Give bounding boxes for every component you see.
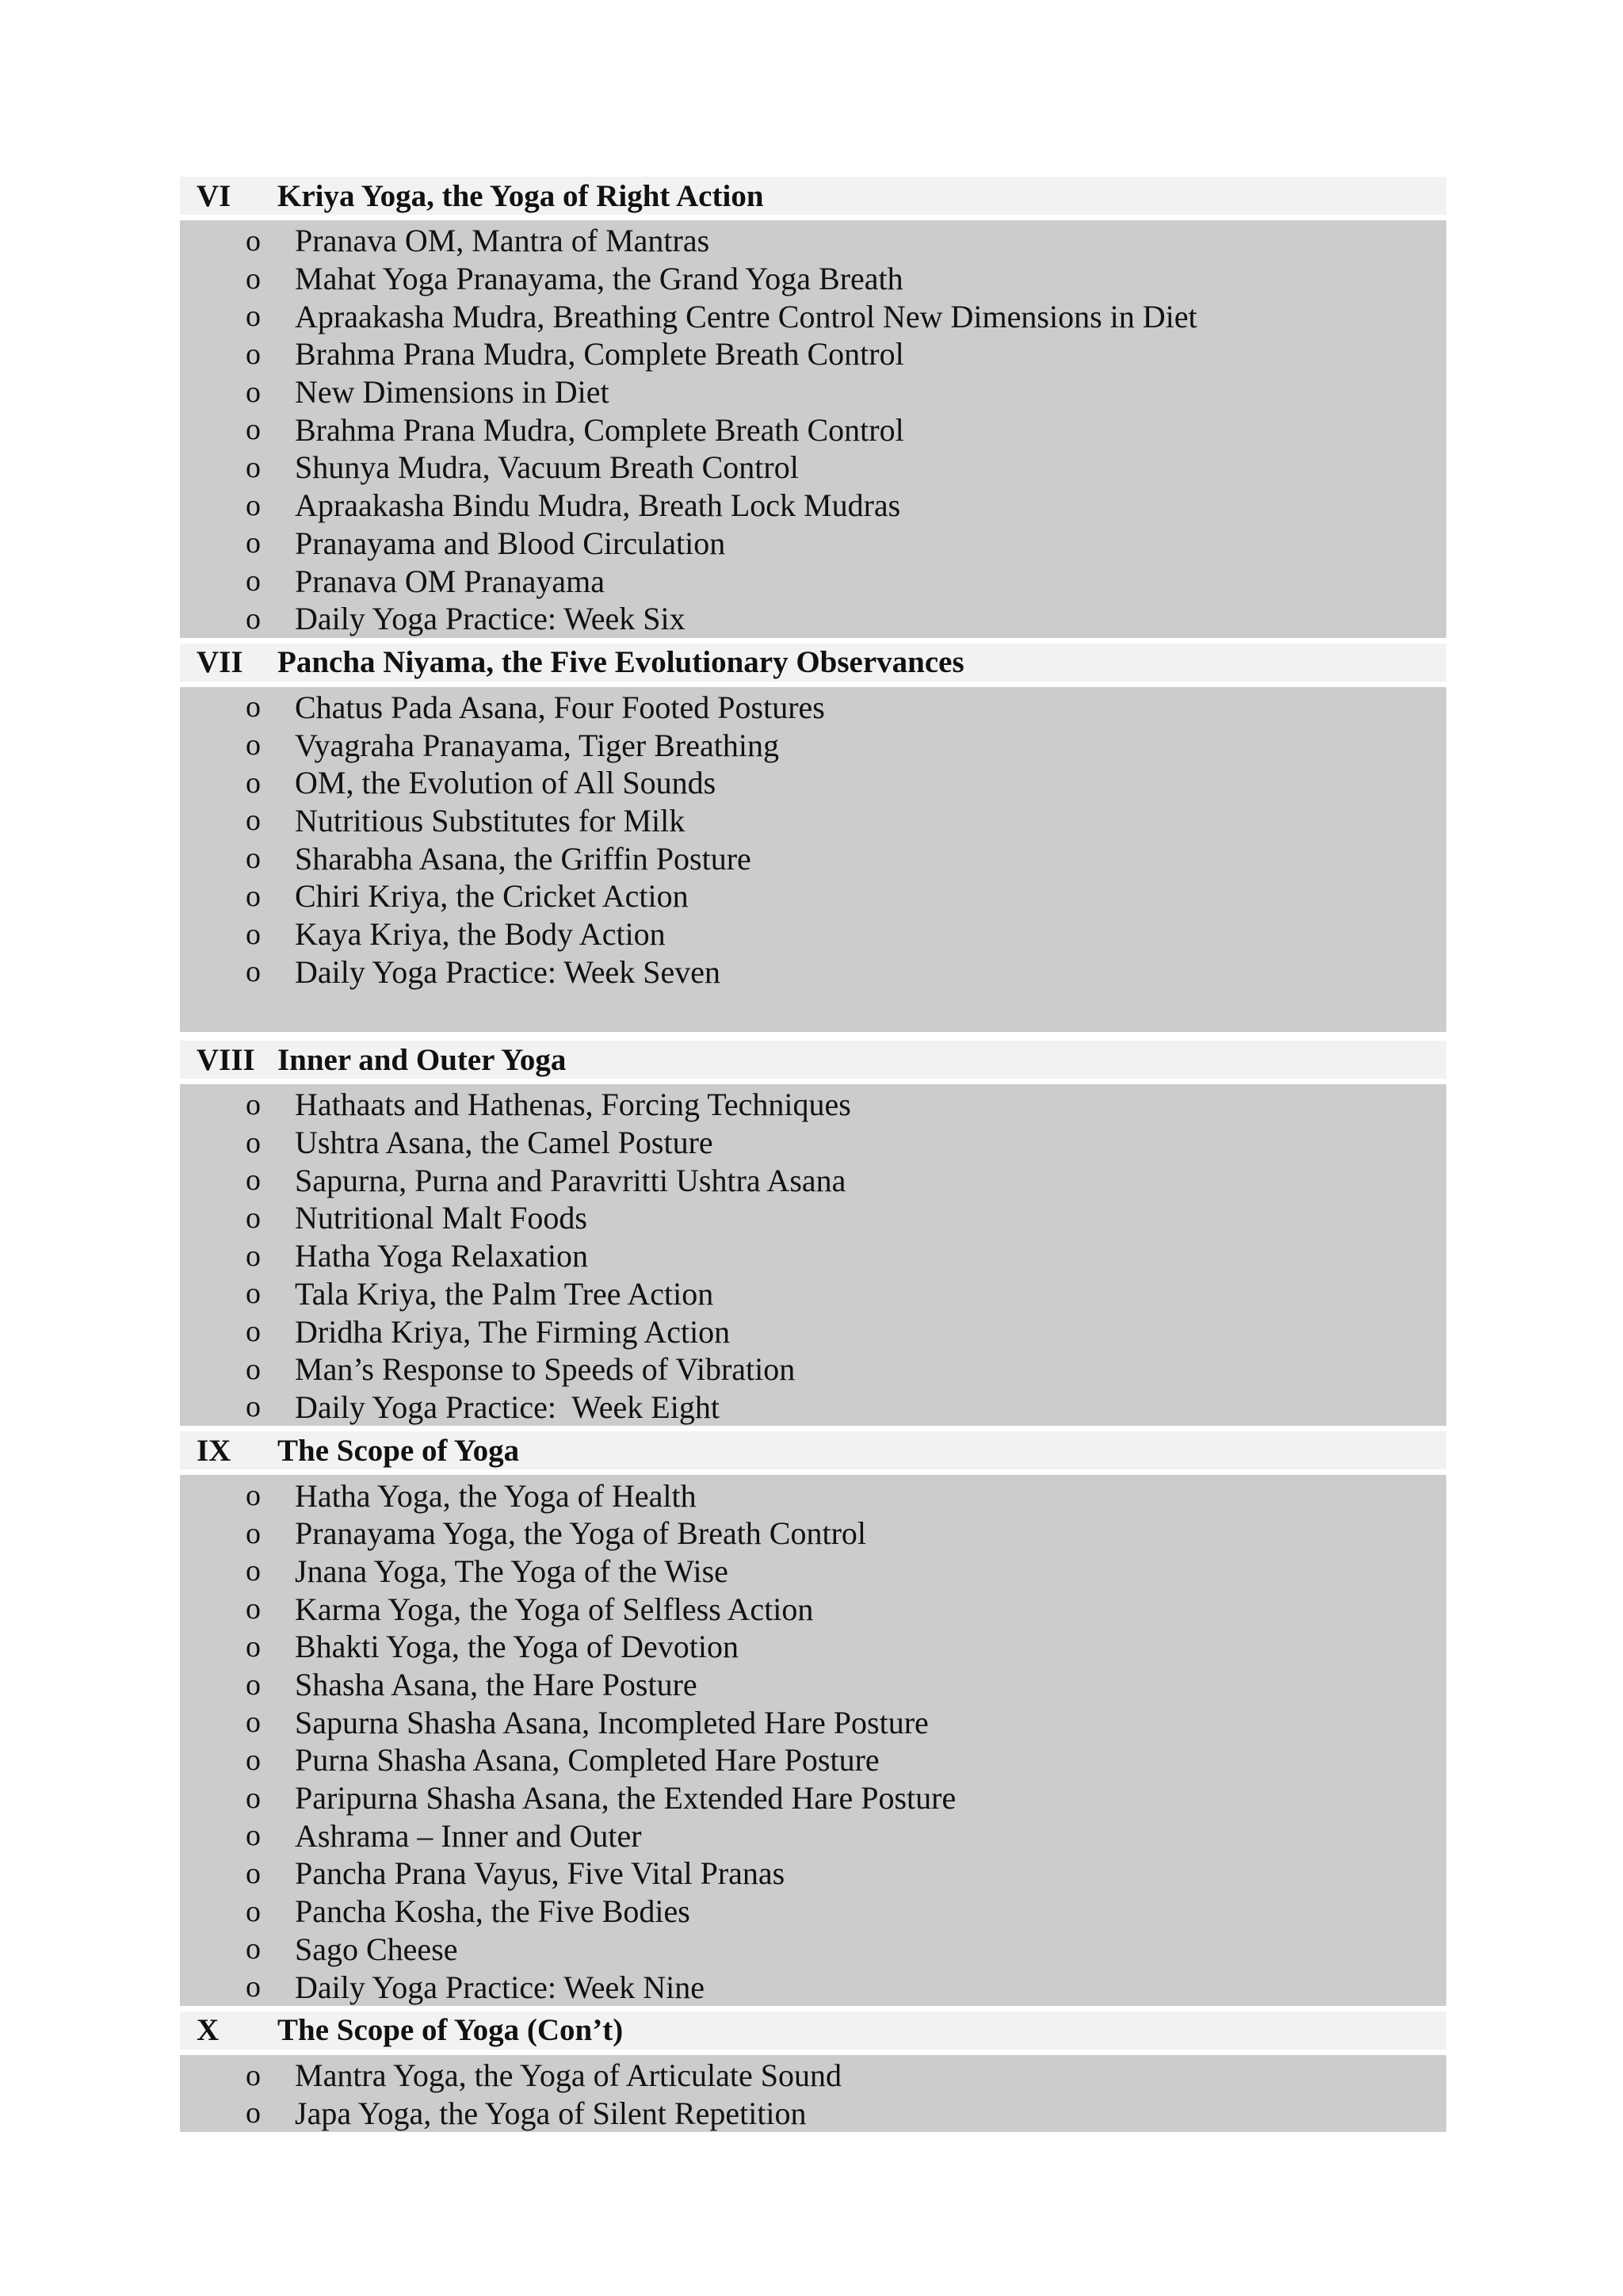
list-item-text: Bhakti Yoga, the Yoga of Devotion [295, 1629, 739, 1665]
bullet-icon: o [246, 526, 261, 560]
list-item-text: Pancha Prana Vayus, Five Vital Pranas [295, 1855, 785, 1892]
list-item [180, 449, 1446, 487]
bullet-icon: o [246, 1970, 261, 2004]
list-item [180, 1703, 1446, 1741]
list-item [180, 1553, 1446, 1591]
bullet-icon: o [246, 917, 261, 951]
bullet-icon: o [246, 337, 261, 371]
chapter-item-list [180, 2055, 1446, 2132]
list-item-text: OM, the Evolution of All Sounds [295, 765, 716, 801]
list-item-text: Brahma Prana Mudra, Complete Breath Control [295, 411, 904, 448]
list-item-text: Hatha Yoga, the Yoga of Health [295, 1477, 697, 1514]
chapter-item-list [180, 1084, 1446, 1426]
list-item-text: Sapurna Shasha Asana, Incompleted Hare Posture [295, 1704, 929, 1740]
bullet-icon: o [246, 1856, 261, 1890]
bullet-icon: o [246, 564, 261, 598]
list-item-text: Hathaats and Hathenas, Forcing Techniques [295, 1087, 851, 1123]
list-item-text: Hatha Yoga Relaxation [295, 1238, 588, 1274]
bullet-icon: o [246, 1315, 261, 1349]
list-item [180, 953, 1446, 991]
list-item-text: Ushtra Asana, the Camel Posture [295, 1125, 713, 1161]
list-item [180, 1628, 1446, 1666]
list-item-text: Daily Yoga Practice: Week Six [295, 601, 685, 637]
list-item-text: Mantra Yoga, the Yoga of Articulate Sound [295, 2057, 842, 2094]
list-item [180, 915, 1446, 953]
list-item-text: Shunya Mudra, Vacuum Breath Control [295, 449, 799, 486]
bullet-icon: o [246, 1554, 261, 1588]
list-item [180, 1515, 1446, 1553]
bullet-icon: o [246, 1894, 261, 1928]
list-item [180, 260, 1446, 298]
list-item [180, 689, 1446, 727]
list-item [180, 222, 1446, 260]
list-item-text: Pancha Kosha, the Five Bodies [295, 1893, 690, 1930]
chapter-section [180, 177, 1446, 638]
list-item-text: Chiri Kriya, the Cricket Action [295, 878, 689, 915]
list-item-text: Apraakasha Bindu Mudra, Breath Lock Mudras [295, 487, 901, 524]
chapter-item-list [180, 687, 1446, 1033]
bullet-icon: o [246, 766, 261, 800]
bullet-icon: o [246, 2058, 261, 2092]
chapter-title: The Scope of Yoga (Con’t) [277, 2013, 624, 2048]
list-item-text: Sapurna, Purna and Paravritti Ushtra Asana [295, 1162, 846, 1198]
chapter-section [180, 644, 1446, 1033]
bullet-icon: o [246, 955, 261, 989]
list-item-text: Karma Yoga, the Yoga of Selfless Action [295, 1591, 814, 1627]
list-item-text: Apraakasha Mudra, Breathing Centre Control New Dimensions in Diet [295, 298, 1197, 334]
list-item-text: Purna Shasha Asana, Completed Hare Posture [295, 1742, 880, 1778]
chapter-item-list [180, 220, 1446, 638]
bullet-icon: o [246, 300, 261, 334]
bullet-icon: o [246, 488, 261, 522]
list-item [180, 1312, 1446, 1350]
list-item [180, 373, 1446, 411]
chapter-section [180, 1041, 1446, 1426]
bullet-icon: o [246, 1125, 261, 1159]
list-item [180, 600, 1446, 638]
bullet-icon: o [246, 1516, 261, 1550]
bullet-icon: o [246, 1390, 261, 1424]
list-item [180, 1968, 1446, 2006]
chapter-numeral: VII [197, 645, 243, 680]
list-item-text: Dridha Kriya, The Firming Action [295, 1313, 731, 1350]
bullet-icon: o [246, 728, 261, 762]
list-item-text: Sharabha Asana, the Griffin Posture [295, 840, 751, 877]
bullet-icon: o [246, 1743, 261, 1777]
list-item [180, 1350, 1446, 1389]
chapter-heading [180, 1041, 1446, 1079]
list-item [180, 1590, 1446, 1628]
list-item-text: Brahma Prana Mudra, Complete Breath Control [295, 336, 904, 372]
bullet-icon: o [246, 879, 261, 913]
list-item [180, 1275, 1446, 1313]
list-item [180, 525, 1446, 563]
list-item [180, 802, 1446, 840]
list-item-text: Shasha Asana, the Hare Posture [295, 1667, 697, 1703]
chapter-heading [180, 644, 1446, 682]
chapter-title: The Scope of Yoga [277, 1433, 520, 1468]
chapter-title: Kriya Yoga, the Yoga of Right Action [277, 178, 764, 213]
list-item [180, 1855, 1446, 1893]
list-item [180, 1237, 1446, 1275]
chapter-numeral: VIII [197, 1042, 255, 1077]
list-item-text: Pranava OM, Mantra of Mantras [295, 223, 710, 259]
list-item-text: Ashrama – Inner and Outer [295, 1817, 642, 1854]
bullet-icon: o [246, 1201, 261, 1235]
list-item [180, 1086, 1446, 1124]
list-item [180, 411, 1446, 449]
bullet-icon: o [246, 1819, 261, 1853]
list-item-text: Nutritious Substitutes for Milk [295, 802, 685, 839]
bullet-icon: o [246, 1087, 261, 1121]
bullet-icon: o [246, 1706, 261, 1740]
chapter-numeral: VI [197, 178, 231, 213]
list-item [180, 2057, 1446, 2095]
chapter-section [180, 1431, 1446, 2006]
list-item-text: Man’s Response to Speeds of Vibration [295, 1351, 796, 1388]
chapter-item-list [180, 1475, 1446, 2006]
bullet-icon: o [246, 804, 261, 838]
list-item [180, 1817, 1446, 1855]
list-item [180, 764, 1446, 802]
list-item-text: Pranayama and Blood Circulation [295, 525, 726, 561]
bullet-icon: o [246, 2096, 261, 2130]
list-item-text: Kaya Kriya, the Body Action [295, 916, 666, 953]
list-item-text: Paripurna Shasha Asana, the Extended Hare Posture [295, 1780, 957, 1817]
list-item-text: Tala Kriya, the Palm Tree Action [295, 1275, 714, 1312]
list-item [180, 877, 1446, 915]
bullet-icon: o [246, 1781, 261, 1815]
bullet-icon: o [246, 690, 261, 724]
list-item [180, 335, 1446, 373]
bullet-icon: o [246, 1352, 261, 1386]
bullet-icon: o [246, 1592, 261, 1626]
list-item-text: Daily Yoga Practice: Week Eight [295, 1389, 720, 1425]
bullet-icon: o [246, 1932, 261, 1966]
list-item [180, 1161, 1446, 1199]
bullet-icon: o [246, 262, 261, 296]
chapter-heading [180, 2011, 1446, 2050]
list-item-text: Daily Yoga Practice: Week Nine [295, 1969, 705, 2005]
list-item [180, 1779, 1446, 1817]
list-item-text: Vyagraha Pranayama, Tiger Breathing [295, 727, 779, 763]
list-item-text: Daily Yoga Practice: Week Seven [295, 953, 721, 990]
list-item-text: New Dimensions in Diet [295, 374, 609, 411]
list-item-text: Mahat Yoga Pranayama, the Grand Yoga Breath [295, 261, 903, 297]
bullet-icon: o [246, 842, 261, 876]
bullet-icon: o [246, 375, 261, 409]
list-item [180, 487, 1446, 525]
list-item [180, 839, 1446, 877]
list-item [180, 1666, 1446, 1704]
list-item-text: Jnana Yoga, The Yoga of the Wise [295, 1553, 728, 1589]
list-item [180, 726, 1446, 764]
bullet-icon: o [246, 1277, 261, 1311]
chapter-heading [180, 177, 1446, 215]
bullet-icon: o [246, 602, 261, 636]
chapter-title: Pancha Niyama, the Five Evolutionary Observances [277, 645, 964, 680]
list-item [180, 562, 1446, 600]
list-item [180, 1389, 1446, 1427]
bullet-icon: o [246, 1668, 261, 1702]
chapter-numeral: IX [197, 1433, 231, 1468]
list-item [180, 1477, 1446, 1515]
list-item-text: Pranayama Yoga, the Yoga of Breath Control [295, 1515, 867, 1552]
list-item [180, 2095, 1446, 2133]
chapter-numeral: X [197, 2013, 220, 2048]
list-item [180, 1893, 1446, 1931]
list-item [180, 1931, 1446, 1969]
list-item [180, 1124, 1446, 1162]
bullet-icon: o [246, 450, 261, 484]
list-item [180, 297, 1446, 335]
chapter-section [180, 2011, 1446, 2132]
chapter-title: Inner and Outer Yoga [277, 1042, 567, 1077]
list-item-text: Nutritional Malt Foods [295, 1200, 587, 1236]
list-item-text: Chatus Pada Asana, Four Footed Postures [295, 689, 825, 725]
bullet-icon: o [246, 223, 261, 258]
list-item-text: Japa Yoga, the Yoga of Silent Repetition [295, 2095, 807, 2131]
chapter-heading [180, 1431, 1446, 1469]
bullet-icon: o [246, 1163, 261, 1198]
contents-table [180, 177, 1446, 2137]
bullet-icon: o [246, 1629, 261, 1664]
list-item [180, 1199, 1446, 1237]
list-item [180, 1741, 1446, 1779]
bullet-icon: o [246, 1239, 261, 1273]
list-item-text: Pranava OM Pranayama [295, 563, 605, 599]
bullet-icon: o [246, 413, 261, 447]
bullet-icon: o [246, 1479, 261, 1513]
list-item-text: Sago Cheese [295, 1931, 458, 1967]
